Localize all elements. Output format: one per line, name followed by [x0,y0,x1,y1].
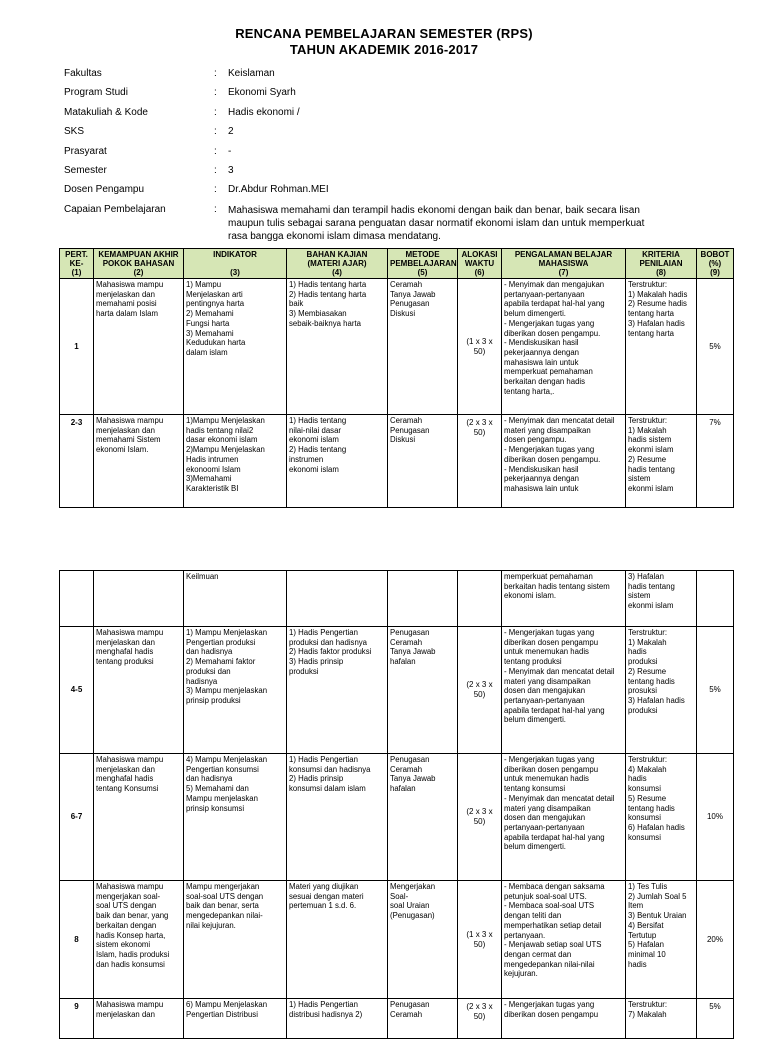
info-label: Prasyarat [64,146,107,157]
info-label: Fakultas [64,68,102,79]
bahan-kajian-cell: 1) Hadis tentang nilai-nilai dasar ekonomi islam 2) Hadis tentang instrumen ekonomi islam [287,415,388,508]
metode-cell: Penugasan Ceramah [388,999,458,1039]
info-colon: : [214,184,217,195]
metode-cell: Mengerjakan Soal- soal Uraian (Penugasan) [388,881,458,999]
metode-cell: Ceramah Penugasan Diskusi [388,415,458,508]
info-colon: : [214,107,217,118]
metode-cell: Penugasan Ceramah Tanya Jawab hafalan [388,627,458,754]
pertemuan-cell: 9 [60,999,94,1039]
bobot-cell: 5% [697,627,734,754]
rps-table-page-2 [59,570,734,1039]
alokasi-cell: (2 x 3 x 50) [458,627,502,754]
indikator-cell: 6) Mampu Menjelaskan Pengertian Distribusi [184,999,287,1039]
indikator-cell: 1) Mampu Menjelaskan Pengertian produksi dan hadisnya 2) Memahami faktor produksi dan hadisnya 3) Mampu menjelaskan prinsip produksi [184,627,287,754]
kemampuan-cell: Mahasiswa mampu menjelaskan dan [94,999,184,1039]
pertemuan-cell: 4-5 [60,627,94,754]
kemampuan-cell [94,571,184,627]
table-row [60,279,734,415]
table-row [60,999,734,1039]
info-value: 3 [228,165,234,176]
pertemuan-cell: 8 [60,881,94,999]
pertemuan-cell: 1 [60,279,94,415]
pengalaman-cell: - Mengerjakan tugas yang diberikan dosen pengampu untuk menemukan hadis tentang produksi - Menyimak dan mencatat detail materi yang disampaikan dosen dan mengajukan pertanyaan-pertanyaan apabila terdapat hal-hal yang belum dimengerti. [502,627,626,754]
info-value: - [228,146,232,157]
info-value: Dr.Abdur Rohman.MEI [228,184,329,195]
info-label: Program Studi [64,87,128,98]
info-label: Semester [64,165,107,176]
column-header: KEMAMPUAN AKHIR POKOK BAHASAN (2) [94,249,184,279]
table-row [60,754,734,881]
bahan-kajian-cell: 1) Hadis tentang harta 2) Hadis tentang harta baik 3) Membiasakan sebaik-baiknya harta [287,279,388,415]
info-label: Matakuliah & Kode [64,107,148,118]
bahan-kajian-cell: 1) Hadis Pengertian konsumsi dan hadisnya 2) Hadis prinsip konsumsi dalam islam [287,754,388,881]
info-colon: : [214,204,217,215]
info-label: Capaian Pembelajaran [64,204,166,215]
bahan-kajian-cell: Materi yang diujikan sesuai dengan materi pertemuan 1 s.d. 6. [287,881,388,999]
table-header-row [60,249,734,279]
table-row [60,881,734,999]
kriteria-cell: Terstruktur: 1) Makalah hadis produksi 2) Resume tentang hadis prosuksi 3) Hafalan hadis produksi [626,627,697,754]
bobot-cell: 20% [697,881,734,999]
bahan-kajian-cell: 1) Hadis Pengertian distribusi hadisnya 2) [287,999,388,1039]
column-header: BOBOT (%) (9) [697,249,734,279]
pengalaman-cell: - Mengerjakan tugas yang diberikan dosen pengampu [502,999,626,1039]
bahan-kajian-cell [287,571,388,627]
indikator-cell: Keilmuan [184,571,287,627]
info-value: 2 [228,126,234,137]
kriteria-cell: Terstruktur: 4) Makalah hadis konsumsi 5) Resume tentang hadis konsumsi 6) Hafalan hadis konsumsi [626,754,697,881]
metode-cell [388,571,458,627]
kemampuan-cell: Mahasiswa mampu menjelaskan dan menghafal hadis tentang Konsumsi [94,754,184,881]
kemampuan-cell: Mahasiswa mampu menjelaskan dan memahami Sistem ekonomi Islam. [94,415,184,508]
bobot-cell: 5% [697,279,734,415]
metode-cell: Ceramah Tanya Jawab Penugasan Diskusi [388,279,458,415]
alokasi-cell: (2 x 3 x 50) [458,999,502,1039]
bobot-cell [697,571,734,627]
alokasi-cell [458,571,502,627]
alokasi-cell: (2 x 3 x 50) [458,415,502,508]
info-label: SKS [64,126,85,137]
column-header: ALOKASI WAKTU (6) [458,249,502,279]
table-row [60,627,734,754]
indikator-cell: Mampu mengerjakan soal-soal UTS dengan baik dan benar, serta mengedepankan nilai- nilai kejujuran. [184,881,287,999]
bahan-kajian-cell: 1) Hadis Pengertian produksi dan hadisnya 2) Hadis faktor produksi 3) Hadis prinsip produksi [287,627,388,754]
info-value: Hadis ekonomi / [228,107,300,118]
kriteria-cell: Terstruktur: 1) Makalah hadis sistem ekonmi islam 2) Resume hadis tentang sistem ekonmi islam [626,415,697,508]
info-colon: : [214,126,217,137]
bobot-cell: 7% [697,415,734,508]
kemampuan-cell: Mahasiswa mampu menjelaskan dan menghafal hadis tentang produksi [94,627,184,754]
info-label: Dosen Pengampu [64,184,145,195]
pengalaman-cell: - Mengerjakan tugas yang diberikan dosen pengampu untuk menemukan hadis tentang konsumsi - Menyimak dan mencatat detail materi yang disampaikan dosen dan mengajukan pertanyaan-pertanyaan apabila terdapat hal-hal yang belum dimengerti. [502,754,626,881]
kriteria-cell: Terstruktur: 7) Makalah [626,999,697,1039]
pertemuan-cell [60,571,94,627]
bobot-cell: 5% [697,999,734,1039]
bobot-cell: 10% [697,754,734,881]
indikator-cell: 1)Mampu Menjelaskan hadis tentang nilai2 dasar ekonomi islam 2)Mampu Menjelaskan Hadis intrumen ekonoomi Islam 3)Memahami Karakteristik BI [184,415,287,508]
column-header: KRITERIA PENILAIAN (8) [626,249,697,279]
info-colon: : [214,68,217,79]
column-header: PENGALAMAN BELAJAR MAHASISWA (7) [502,249,626,279]
table-row [60,571,734,627]
info-colon: : [214,87,217,98]
column-header: METODE PEMBELAJARAN (5) [388,249,458,279]
column-header: PERT. KE- (1) [60,249,94,279]
kriteria-cell: 3) Hafalan hadis tentang sistem ekonmi islam [626,571,697,627]
info-value: Mahasiswa memahami dan terampil hadis ekonomi dengan baik dan benar, baik secara lisan maupun tulis sebagai sarana penguatan dasar normatif ekonomi islam dan untuk memperkuat rasa bangga ekonomi islam dimasa mendatang. [228,205,645,242]
info-value: Keislaman [228,68,275,79]
pengalaman-cell: - Menyimak dan mengajukan pertanyaan-pertanyaan apabila terdapat hal-hal yang belum dimengerti. - Mengerjakan tugas yang diberikan dosen pengampu. - Mendiskusikan hasil pekerjaannya dengan mahasiswa lain untuk memperkuat pemahaman berkaitan dengan hadis tentang harta,. [502,279,626,415]
alokasi-cell: (1 x 3 x 50) [458,881,502,999]
kemampuan-cell: Mahasiswa mampu menjelaskan dan memahami posisi harta dalam Islam [94,279,184,415]
column-header: INDIKATOR (3) [184,249,287,279]
kriteria-cell: Terstruktur: 1) Makalah hadis 2) Resume hadis tentang harta 3) Hafalan hadis tentang harta [626,279,697,415]
academic-year-title: TAHUN AKADEMIK 2016-2017 [289,42,479,57]
metode-cell: Penugasan Ceramah Tanya Jawab hafalan [388,754,458,881]
indikator-cell: 4) Mampu Menjelaskan Pengertian konsumsi dan hadisnya 5) Memahami dan Mampu menjelaskan prinsip konsumsi [184,754,287,881]
pengalaman-cell: - Menyimak dan mencatat detail materi yang disampaikan dosen pengampu. - Mengerjakan tugas yang diberikan dosen pengampu. - Mendiskusikan hasil pekerjaannya dengan mahasiswa lain untuk [502,415,626,508]
pertemuan-cell: 2-3 [60,415,94,508]
alokasi-cell: (2 x 3 x 50) [458,754,502,881]
indikator-cell: 1) Mampu Menjelaskan arti pentingnya harta 2) Memahami Fungsi harta 3) Memahami Kedudukan harta dalam islam [184,279,287,415]
rps-table-page-1 [59,248,734,508]
column-header: BAHAN KAJIAN (MATERI AJAR) (4) [287,249,388,279]
kemampuan-cell: Mahasiswa mampu mengerjakan soal- soal UTS dengan baik dan benar, yang berkaitan dengan hadis Konsep harta, sistem ekonomi Islam, hadis produksi dan hadis konsumsi [94,881,184,999]
kriteria-cell: 1) Tes Tulis 2) Jumlah Soal 5 Item 3) Bentuk Uraian 4) Bersifat Tertutup 5) Hafalan minimal 10 hadis [626,881,697,999]
document-title: RENCANA PEMBELAJARAN SEMESTER (RPS) [235,26,533,41]
info-colon: : [214,146,217,157]
pengalaman-cell: memperkuat pemahaman berkaitan hadis tentang sistem ekonomi islam. [502,571,626,627]
pengalaman-cell: - Membaca dengan saksama petunjuk soal-soal UTS. - Membaca soal-soal UTS dengan teliti dan memperhatikan setiap detail pertanyaan. - Menjawab setiap soal UTS dengan cermat dan mengedepankan nilai-nilai kejujuran. [502,881,626,999]
table-row [60,415,734,508]
info-value: Ekonomi Syarh [228,87,296,98]
info-colon: : [214,165,217,176]
alokasi-cell: (1 x 3 x 50) [458,279,502,415]
pertemuan-cell: 6-7 [60,754,94,881]
